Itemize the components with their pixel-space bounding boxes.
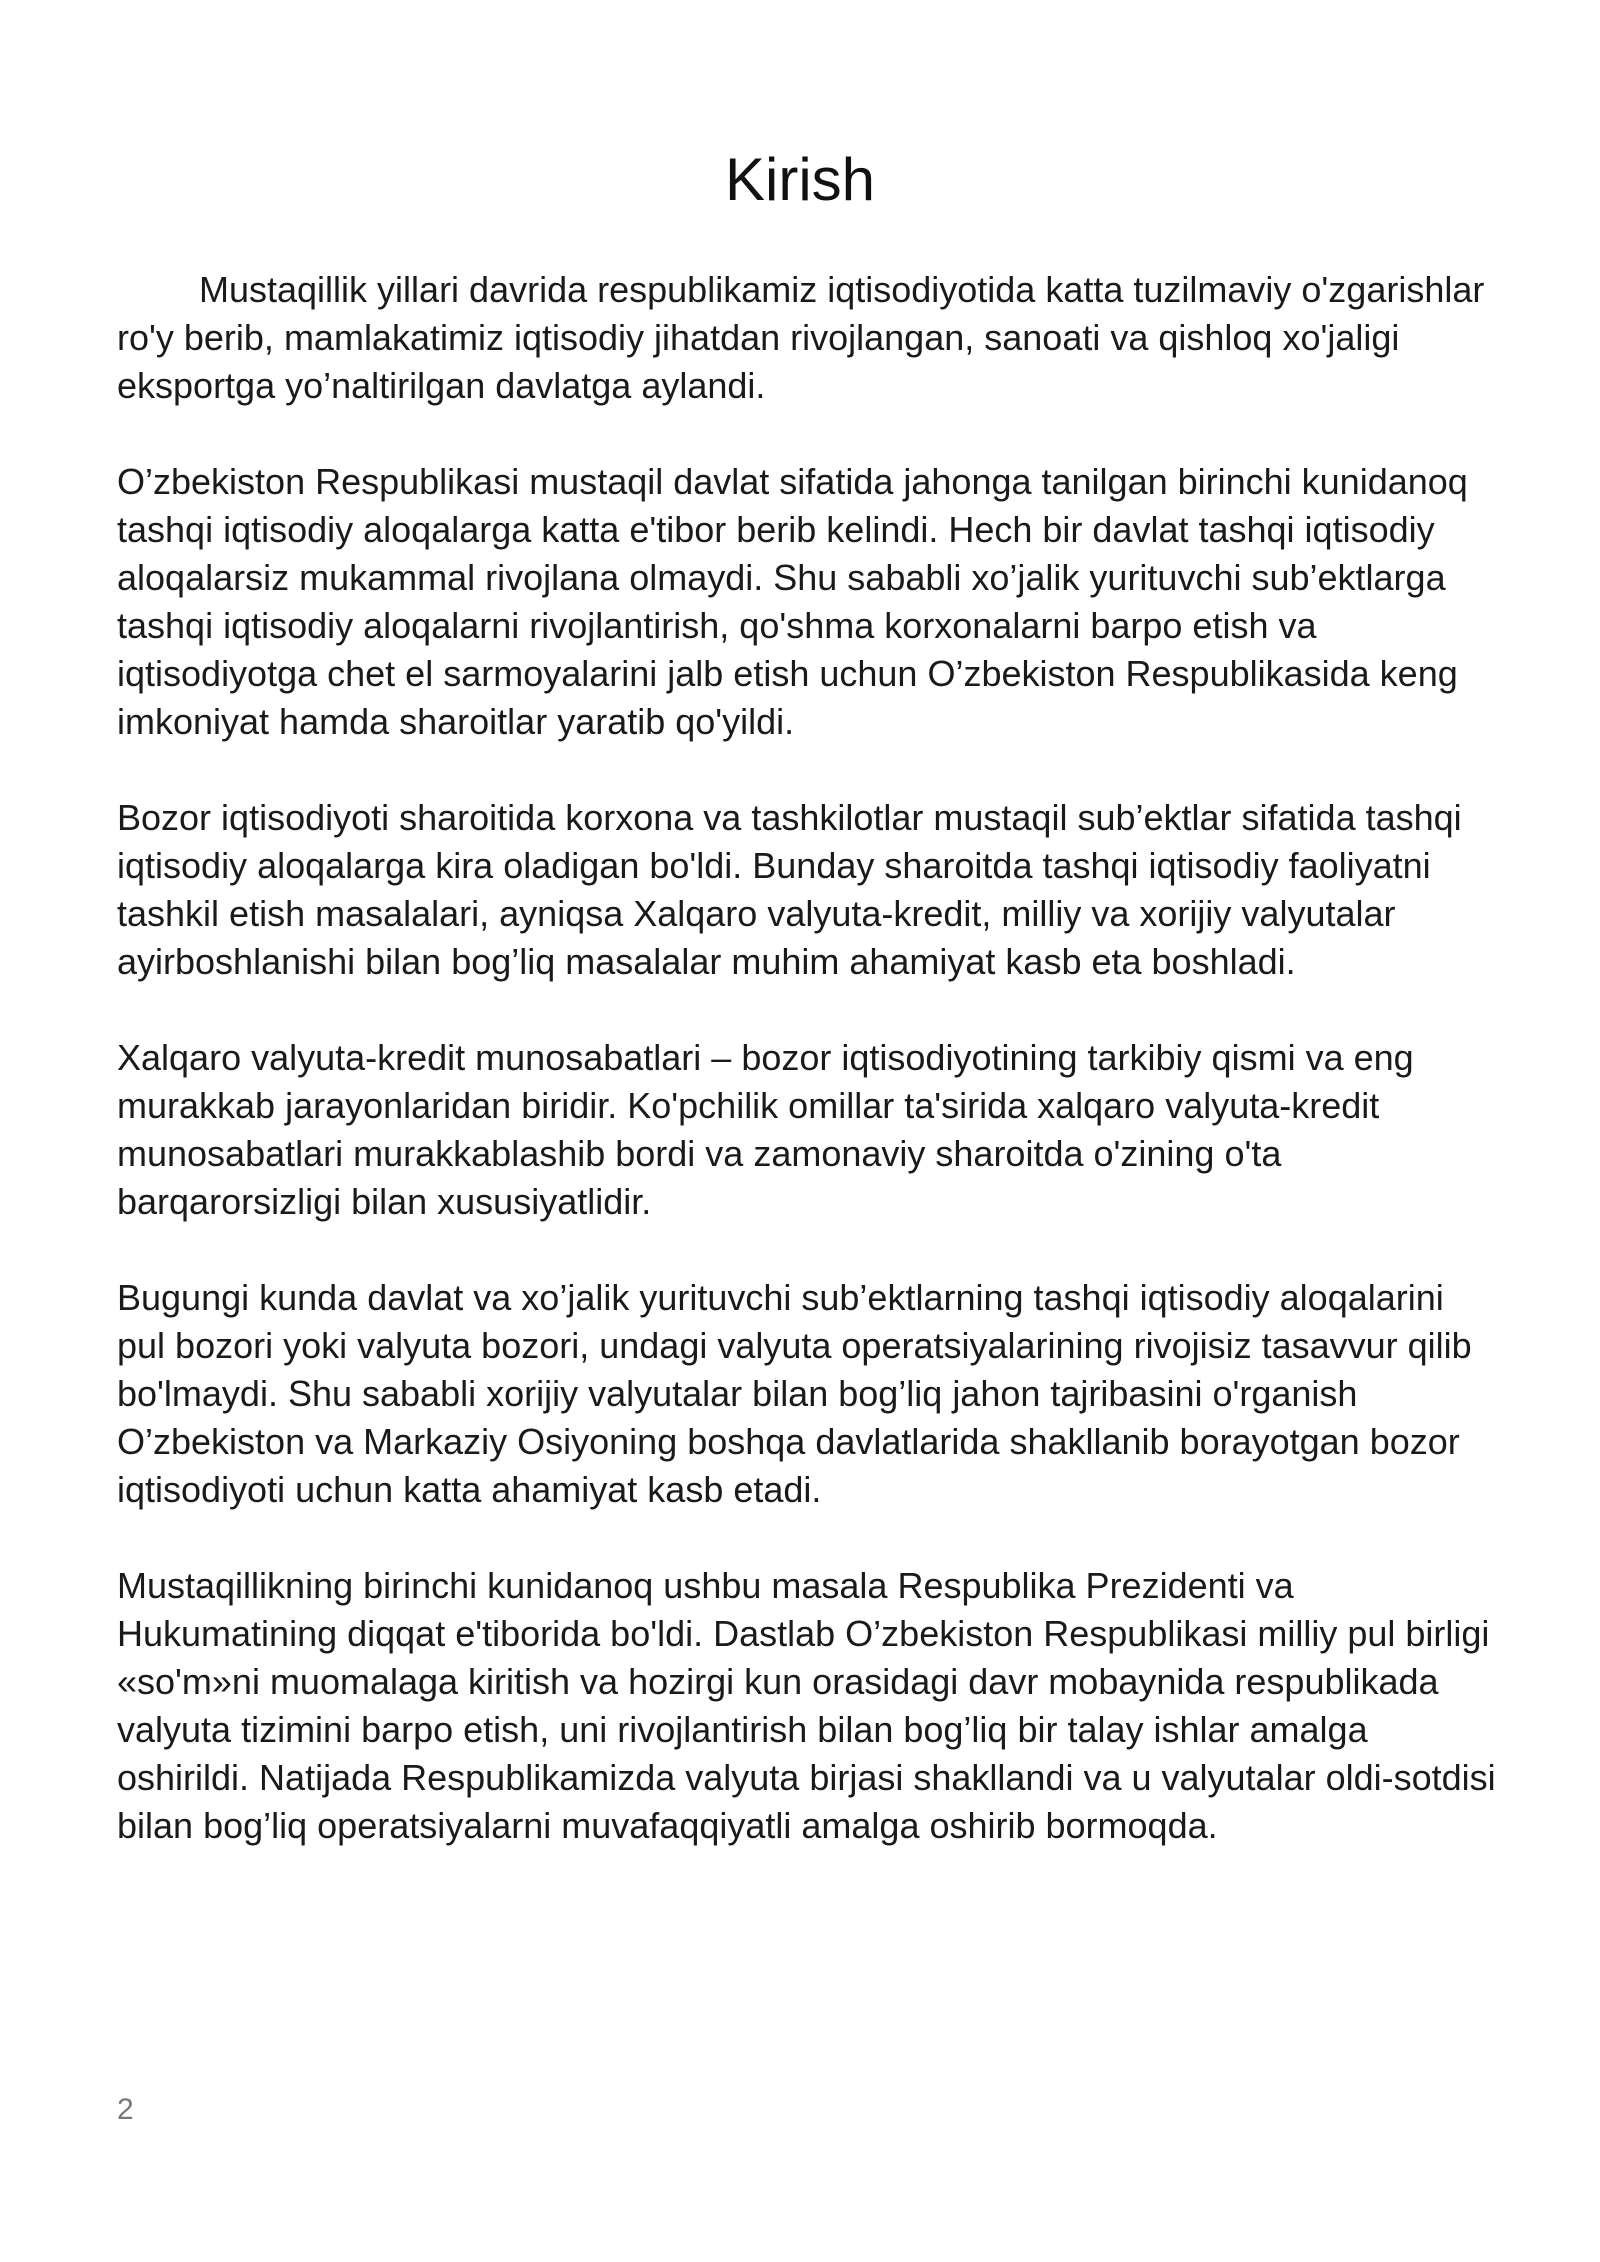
paragraph-4: Xalqaro valyuta-kredit munosabatlari – bozor iqtisodiyotining tarkibiy qismi va eng murakkab jarayonlaridan biridir. Ko'pchilik omillar ta'sirida xalqaro valyuta-kredit munosabatlari murakkablashib bordi va zamonaviy sharoitda o'zining o'ta barqarorsizligi bilan xususiyatlidir.: [117, 1037, 1414, 1222]
page-title: Kirish: [724, 146, 876, 213]
paragraph-1: Mustaqillik yillari davrida respublikamiz iqtisodiyotida katta tuzilmaviy o'zgarishlar ro'y berib, mamlakatimiz iqtisodiy jihatdan rivojlangan, sanoati va qishloq xo'jaligi eksportga yo’naltirilgan davlatga aylandi.: [117, 269, 1485, 406]
paragraph-5: Bugungi kunda davlat va xo’jalik yurituvchi sub’ektlarning tashqi iqtisodiy aloqalarini pul bozori yoki valyuta bozori, undagi valyuta operatsiyalarining rivojisiz tasavvur qilib bo'lmaydi. Shu sababli xorijiy valyutalar bilan bog’liq jahon tajribasini o'rganish O’zbekiston va Markaziy Osiyoning boshqa davlatlarida shakllanib borayotgan bozor iqtisodiyoti uchun katta ahamiyat kasb etadi.: [117, 1277, 1472, 1510]
paragraph-3: Bozor iqtisodiyoti sharoitida korxona va tashkilotlar mustaqil sub’ektlar sifatida tashqi iqtisodiy aloqalarga kira oladigan bo'ldi. Bunday sharoitda tashqi iqtisodiy faoliyatni tashkil etish masalalari, ayniqsa Xalqaro valyuta-kredit, milliy va xorijiy valyutalar ayirboshlanishi bilan bog’liq masalalar muhim ahamiyat kasb eta boshladi.: [117, 797, 1462, 982]
document-body: [117, 266, 1497, 1898]
page-number: 2: [117, 2093, 134, 2126]
paragraph-2: O’zbekiston Respublikasi mustaqil davlat sifatida jahonga tanilgan birinchi kunidanoq tashqi iqtisodiy aloqalarga katta e'tibor berib kelindi. Hech bir davlat tashqi iqtisodiy aloqalarsiz mukammal rivojlana olmaydi. Shu sababli xo’jalik yurituvchi sub’ektlarga tashqi iqtisodiy aloqalarni rivojlantirish, qo'shma korxonalarni barpo etish va iqtisodiyotga chet el sarmoyalarini jalb etish uchun O’zbekiston Respublikasida keng imkoniyat hamda sharoitlar yaratib qo'yildi.: [117, 461, 1468, 742]
paragraph-6: Mustaqillikning birinchi kunidanoq ushbu masala Respublika Prezidenti va Hukumatining diqqat e'tiborida bo'ldi. Dastlab O’zbekiston Respublikasi milliy pul birligi «so'm»ni muomalaga kiritish va hozirgi kun orasidagi davr mobaynida respublikada valyuta tizimini barpo etish, uni rivojlantirish bilan bog’liq bir talay ishlar amalga oshirildi. Natijada Respublikamizda valyuta birjasi shakllandi va u valyutalar oldi-sotdisi bilan bog’liq operatsiyalarni muvafaqqiyatli amalga oshirib bormoqda.: [117, 1565, 1496, 1846]
